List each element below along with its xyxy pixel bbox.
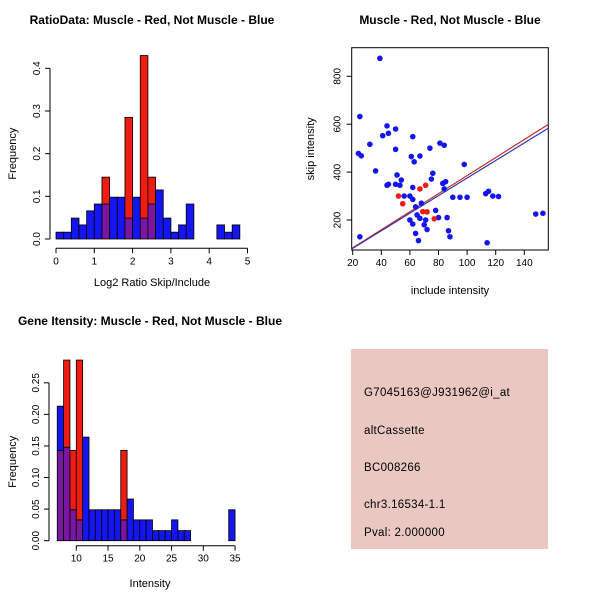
gene-info-line-4: Pval: 2.000000 bbox=[364, 527, 445, 539]
blue-point bbox=[357, 234, 363, 240]
gene_hist-x-tick-label: 35 bbox=[229, 553, 241, 565]
gene_hist-red-bar bbox=[70, 450, 76, 509]
red-point bbox=[400, 201, 406, 207]
ratio_hist-blue-bar bbox=[79, 225, 87, 239]
gene_hist-blue-bar bbox=[184, 531, 190, 541]
ratio_hist-x-tick-label: 5 bbox=[244, 256, 251, 268]
gene_hist-blue-bar bbox=[102, 510, 108, 541]
ratio_hist-panel bbox=[7, 13, 275, 289]
blue-point bbox=[421, 222, 427, 228]
gene_hist-blue-bar bbox=[108, 510, 114, 541]
blue-point bbox=[409, 154, 415, 160]
ratio_hist-ylabel: Frequency bbox=[7, 127, 19, 180]
gene_hist-blue-bar bbox=[165, 531, 171, 541]
ratio_hist-overlap-bar bbox=[102, 204, 110, 239]
gene_hist-x-tick-label: 20 bbox=[134, 553, 146, 565]
red-point bbox=[424, 209, 430, 215]
gene_hist-blue-bar bbox=[178, 531, 184, 541]
ratio_hist-blue-bar bbox=[156, 190, 164, 239]
scatter-y-tick-label: 400 bbox=[332, 163, 344, 181]
blue-point bbox=[384, 123, 390, 129]
ratio_hist-x-tick-label: 0 bbox=[53, 256, 59, 268]
scatter-y-tick-label: 200 bbox=[332, 211, 344, 229]
blue-point bbox=[386, 131, 392, 137]
blue-point bbox=[357, 114, 363, 120]
blue-point bbox=[393, 182, 399, 188]
ratio_hist-red-bar bbox=[140, 56, 148, 219]
blue-point bbox=[386, 182, 392, 188]
scatter-plot-box bbox=[352, 48, 549, 250]
gene_hist-title: Gene Itensity: Muscle - Red, Not Muscle - Blue bbox=[17, 314, 283, 328]
ratio_hist-blue-bar bbox=[217, 225, 225, 239]
gene_hist-red-bar bbox=[64, 360, 70, 447]
scatter-x-tick-label: 140 bbox=[515, 258, 533, 269]
blue-point bbox=[417, 216, 423, 222]
ratio_hist-overlap-bar bbox=[125, 218, 133, 239]
scatter-x-tick-label: 120 bbox=[487, 258, 505, 269]
blue-point bbox=[447, 234, 453, 240]
gene-info-background bbox=[351, 349, 548, 549]
gene_hist-y-tick-label: 0.10 bbox=[31, 467, 42, 488]
ratio_hist-overlap-bar bbox=[148, 204, 156, 239]
scatter-y-tick-label: 600 bbox=[332, 115, 344, 133]
ratio_hist-blue-bar bbox=[110, 197, 118, 239]
scatter-xlabel: include intensity bbox=[410, 285, 490, 297]
blue-point bbox=[410, 221, 416, 227]
gene_hist-ylabel: Frequency bbox=[7, 435, 19, 488]
ratio_hist-y-tick-label: 0.1 bbox=[32, 189, 43, 204]
gene_hist-overlap-bar bbox=[64, 447, 70, 540]
gene_hist-overlap-bar bbox=[70, 510, 76, 541]
gene_hist-overlap-bar bbox=[121, 520, 127, 541]
gene_hist-y-tick-label: 0.00 bbox=[31, 530, 42, 551]
blue-point bbox=[423, 217, 429, 223]
ratio_hist-title: RatioData: Muscle - Red, Not Muscle - Blue bbox=[29, 13, 275, 27]
gene_hist-blue-bar bbox=[127, 499, 133, 541]
gene_hist-x-tick-label: 25 bbox=[165, 553, 178, 565]
blue-point bbox=[443, 179, 449, 185]
blue-point bbox=[393, 126, 399, 132]
ratio_hist-blue-bar bbox=[171, 232, 179, 239]
gene_hist-overlap-bar bbox=[76, 520, 82, 541]
scatter-ylabel: skip intensity bbox=[305, 117, 317, 181]
gene_hist-x-tick-label: 10 bbox=[70, 553, 82, 565]
blue-point bbox=[427, 145, 433, 151]
ratio_hist-x-tick-label: 4 bbox=[206, 256, 212, 268]
ratio_hist-blue-bar bbox=[186, 204, 194, 239]
ratio_hist-blue-bar bbox=[94, 204, 102, 239]
gene_hist-bars bbox=[57, 360, 235, 541]
blue-point bbox=[410, 185, 416, 191]
ratio_hist-blue-bar bbox=[64, 232, 72, 239]
blue-point bbox=[540, 210, 546, 216]
blue-point bbox=[373, 168, 379, 174]
gene_hist-blue-bar bbox=[159, 531, 165, 541]
ratio_hist-blue-bar bbox=[87, 211, 95, 239]
blue-point bbox=[416, 238, 422, 244]
ratio_hist-blue-bar bbox=[133, 197, 141, 239]
gene-info-line-2: BC008266 bbox=[364, 462, 421, 474]
blue-point bbox=[413, 204, 419, 210]
scatter-x-tick-label: 60 bbox=[404, 258, 416, 269]
red-point bbox=[431, 216, 437, 222]
gene_hist-y-tick-label: 0.20 bbox=[31, 404, 42, 425]
ratio_hist-blue-bar bbox=[232, 225, 240, 239]
blue-point bbox=[433, 208, 439, 214]
blue-point bbox=[486, 188, 492, 194]
blue-point bbox=[367, 142, 373, 148]
blue-point bbox=[461, 162, 467, 168]
gene_hist-x-tick-label: 30 bbox=[197, 553, 209, 565]
scatter-points bbox=[356, 56, 546, 246]
blue-point bbox=[444, 215, 450, 221]
red-point bbox=[423, 182, 429, 188]
blue-point bbox=[417, 153, 423, 159]
gene_hist-red-bar bbox=[76, 360, 82, 520]
ratio_hist-y-tick-label: 0.3 bbox=[32, 104, 43, 118]
blue-point bbox=[533, 211, 539, 217]
red-point bbox=[396, 193, 402, 199]
ratio_hist-blue-bar bbox=[179, 225, 187, 239]
blue-point bbox=[496, 194, 502, 200]
gene_hist-blue-bar bbox=[172, 520, 178, 541]
ratio_hist-x-tick-label: 3 bbox=[168, 256, 174, 268]
ratio_hist-y-tick-label: 0.4 bbox=[32, 61, 43, 76]
blue-point bbox=[399, 177, 405, 183]
blue-point bbox=[441, 142, 447, 148]
scatter-x-tick-label: 40 bbox=[375, 258, 387, 269]
blue-point bbox=[393, 147, 399, 153]
blue-point bbox=[411, 159, 417, 165]
gene_hist-panel bbox=[7, 314, 282, 590]
blue-point bbox=[430, 170, 436, 176]
blue-point bbox=[377, 56, 383, 62]
blue-point bbox=[464, 194, 470, 200]
ratio_hist-x-tick-label: 2 bbox=[129, 256, 136, 268]
scatter-x-tick-label: 80 bbox=[432, 258, 445, 269]
gene_hist-red-bar bbox=[121, 450, 127, 519]
blue-point bbox=[441, 186, 447, 192]
ratio_hist-red-bar bbox=[102, 177, 110, 204]
scatter-x-tick-label: 100 bbox=[458, 258, 476, 269]
scatter-x-tick-label: 20 bbox=[347, 258, 359, 269]
gene_hist-blue-bar bbox=[57, 406, 63, 450]
scatter-panel bbox=[305, 13, 549, 297]
blue-point bbox=[424, 227, 430, 233]
blue-point bbox=[410, 134, 416, 140]
gene_hist-y-tick-label: 0.15 bbox=[31, 436, 42, 456]
blue-point bbox=[380, 133, 386, 139]
blue-point bbox=[358, 153, 364, 159]
gene_hist-blue-bar bbox=[229, 510, 235, 541]
ratio_hist-blue-bar bbox=[225, 232, 233, 239]
gene-info-line-3: chr3.16534-1.1 bbox=[364, 499, 446, 511]
blue-point bbox=[450, 194, 456, 200]
gene_hist-blue-bar bbox=[83, 437, 89, 541]
blue-point bbox=[490, 193, 496, 199]
ratio_hist-y-tick-label: 0.0 bbox=[32, 232, 43, 246]
gene_hist-y-tick-label: 0.05 bbox=[31, 499, 42, 519]
gene_hist-blue-bar bbox=[114, 510, 120, 541]
gene_hist-blue-bar bbox=[133, 520, 139, 541]
ratio_hist-blue-bar bbox=[71, 218, 79, 239]
ratio_hist-blue-bar bbox=[56, 232, 64, 239]
blue-point bbox=[410, 197, 416, 203]
ratio_hist-blue-bar bbox=[117, 197, 125, 239]
gene_hist-blue-bar bbox=[89, 510, 95, 541]
red-point bbox=[417, 186, 423, 192]
blue-point bbox=[484, 240, 490, 246]
ratio_hist-x-tick-label: 1 bbox=[91, 256, 98, 268]
gene_hist-blue-bar bbox=[140, 520, 146, 541]
ratio_hist-red-bar bbox=[148, 177, 156, 204]
ratio_hist-blue-bar bbox=[163, 218, 171, 239]
ratio_hist-bars bbox=[56, 56, 240, 239]
gene_hist-overlap-bar bbox=[57, 450, 63, 540]
gene_hist-blue-bar bbox=[146, 520, 152, 541]
blue-point bbox=[419, 200, 425, 206]
blue-point bbox=[394, 172, 400, 178]
gene_hist-blue-bar bbox=[153, 531, 159, 541]
scatter-title: Muscle - Red, Not Muscle - Blue bbox=[359, 13, 541, 27]
ratio_hist-red-bar bbox=[125, 117, 133, 218]
blue-point bbox=[429, 176, 435, 182]
scatter-y-tick-label: 800 bbox=[332, 67, 344, 85]
gene_hist-blue-bar bbox=[95, 510, 101, 541]
gene-info-line-1: altCassette bbox=[364, 425, 425, 437]
gene_hist-xlabel: Intensity bbox=[129, 578, 171, 590]
blue-point bbox=[457, 194, 463, 200]
gene-info-panel bbox=[351, 349, 548, 549]
gene-info-line-0: G7045163@J931962@i_at bbox=[364, 387, 511, 399]
blue-point bbox=[401, 193, 407, 199]
ratio_hist-overlap-bar bbox=[140, 218, 148, 239]
ratio_hist-xlabel: Log2 Ratio Skip/Include bbox=[93, 277, 211, 289]
blue-point bbox=[413, 231, 419, 237]
blue-point bbox=[446, 228, 452, 234]
gene_hist-y-tick-label: 0.25 bbox=[31, 373, 42, 393]
gene_hist-x-tick-label: 15 bbox=[102, 553, 114, 565]
ratio_hist-y-tick-label: 0.2 bbox=[32, 146, 43, 161]
